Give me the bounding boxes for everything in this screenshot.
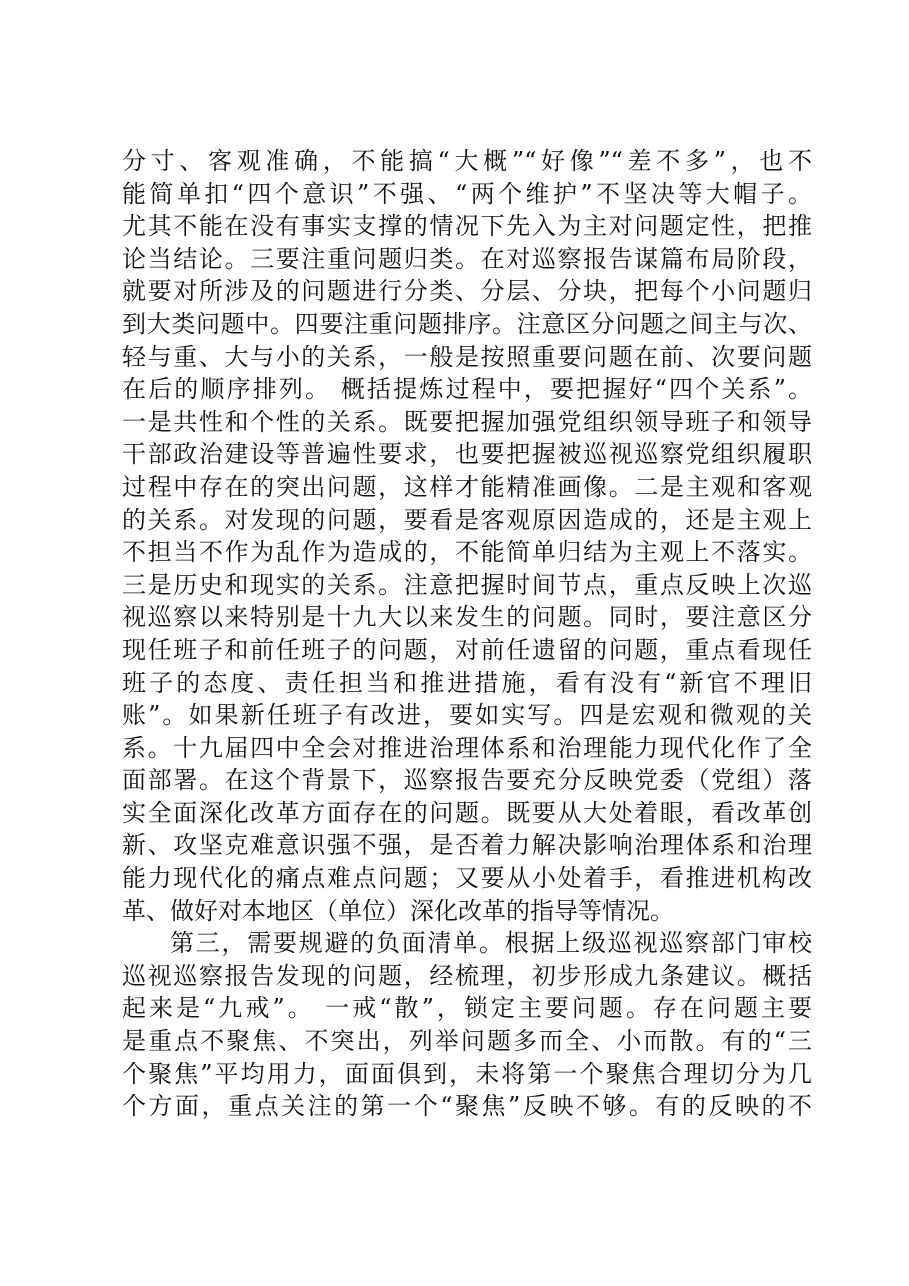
text-line: 现任班子和前任班子的问题，对前任遗留的问题，重点看现任 bbox=[122, 635, 812, 664]
body-text bbox=[122, 145, 812, 1123]
paragraph-end-line: 革、做好对本地区（单位）深化改革的指导等情况。 bbox=[122, 896, 674, 925]
text-line: 面部署。在这个背景下，巡察报告要充分反映党委（党组）落 bbox=[122, 766, 812, 795]
text-line: 视巡察以来特别是十九大以来发生的问题。同时，要注意区分 bbox=[122, 603, 812, 632]
text-line: 起来是“九戒”。 一戒“散”，锁定主要问题。存在问题主要 bbox=[122, 994, 812, 1023]
text-line: 尤其不能在没有事实支撑的情况下先入为主对问题定性，把推 bbox=[122, 212, 812, 241]
text-line: 不担当不作为乱作为造成的，不能简单归结为主观上不落实。 bbox=[122, 538, 812, 567]
paragraph-start-line: 第三，需要规避的负面清单。根据上级巡视巡察部门审校 bbox=[170, 929, 812, 958]
text-line: 实全面深化改革方面存在的问题。既要从大处着眼，看改革创 bbox=[122, 798, 812, 827]
text-line: 巡视巡察报告发现的问题，经梳理，初步形成九条建议。概括 bbox=[122, 961, 812, 990]
text-line: 到大类问题中。四要注重问题排序。注意区分问题之间主与次、 bbox=[122, 309, 812, 338]
text-line: 过程中存在的突出问题，这样才能精准画像。二是主观和客观 bbox=[122, 472, 812, 501]
text-line: 论当结论。三要注重问题归类。在对巡察报告谋篇布局阶段， bbox=[122, 244, 812, 273]
text-line: 在后的顺序排列。 概括提炼过程中，要把握好“四个关系”。 bbox=[122, 375, 812, 404]
text-line: 轻与重、大与小的关系，一般是按照重要问题在前、次要问题 bbox=[122, 342, 812, 371]
text-line: 班子的态度、责任担当和推进措施，看有没有“新官不理旧 bbox=[122, 668, 812, 697]
text-line: 的关系。对发现的问题，要看是客观原因造成的，还是主观上 bbox=[122, 505, 812, 534]
text-line: 能简单扣“四个意识”不强、“两个维护”不坚决等大帽子。 bbox=[122, 179, 812, 208]
text-line: 是重点不聚焦、不突出，列举问题多而全、小而散。有的“三 bbox=[122, 1027, 812, 1056]
text-line: 个聚焦”平均用力，面面俱到，未将第一个聚焦合理切分为几 bbox=[122, 1059, 812, 1088]
text-line: 新、攻坚克难意识强不强，是否着力解决影响治理体系和治理 bbox=[122, 831, 812, 860]
text-line: 分寸、客观准确，不能搞“大概”“好像”“差不多”，也不 bbox=[122, 147, 812, 175]
text-line: 账”。如果新任班子有改进，要如实写。四是宏观和微观的关 bbox=[122, 701, 812, 730]
text-line: 系。十九届四中全会对推进治理体系和治理能力现代化作了全 bbox=[122, 733, 812, 762]
text-line: 能力现代化的痛点难点问题；又要从小处着手，看推进机构改 bbox=[122, 864, 812, 893]
text-line: 干部政治建设等普遍性要求，也要把握被巡视巡察党组织履职 bbox=[122, 440, 812, 469]
text-line: 三是历史和现实的关系。注意把握时间节点，重点反映上次巡 bbox=[122, 570, 812, 599]
text-line: 个方面，重点关注的第一个“聚焦”反映不够。有的反映的不 bbox=[122, 1092, 812, 1121]
text-line: 就要对所涉及的问题进行分类、分层、分块，把每个小问题归 bbox=[122, 277, 812, 306]
text-line: 一是共性和个性的关系。既要把握加强党组织领导班子和领导 bbox=[122, 407, 812, 436]
